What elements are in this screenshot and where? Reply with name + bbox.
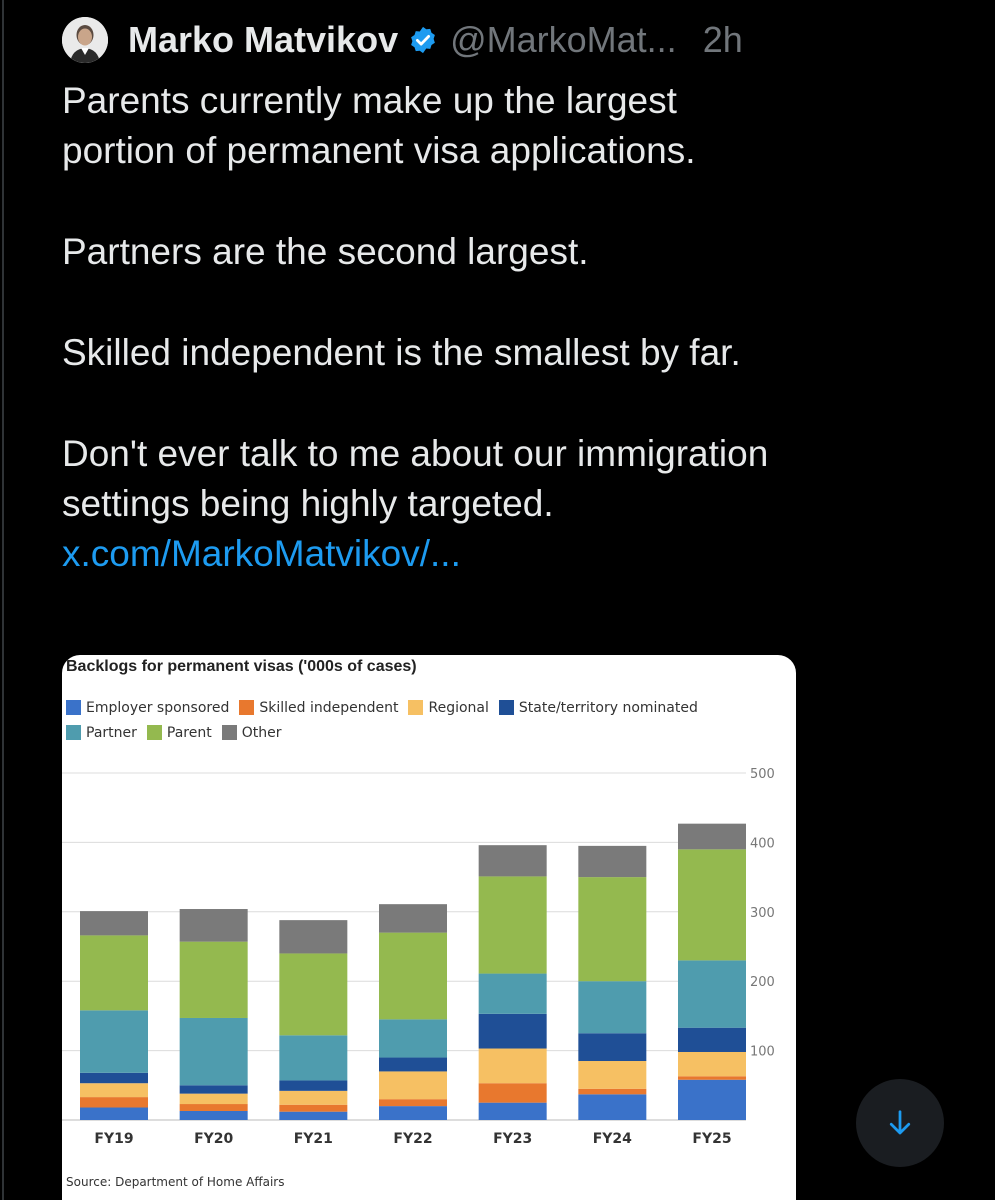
bar-segment [578,1061,646,1089]
post-time[interactable]: 2h [702,19,743,60]
bar-segment [678,960,746,1027]
arrow-down-icon [885,1108,915,1138]
scroll-down-button[interactable] [856,1079,944,1167]
y-tick-label: 300 [750,905,775,921]
legend-label: Employer sponsored [86,699,230,716]
bar-segment [578,1033,646,1061]
bar-segment [180,1085,248,1093]
post-paragraph: Skilled independent is the smallest by far. [62,332,741,373]
x-tick-label: FY22 [393,1131,433,1147]
y-tick-label: 400 [750,836,775,852]
bar-segment [180,1111,248,1120]
bar-segment [479,974,547,1014]
stacked-bar-chart [62,655,796,1175]
bar-segment [678,1080,746,1120]
bar-segment [279,1035,347,1080]
bar-segment [678,1028,746,1052]
bar-segment [80,1108,148,1120]
bar-segment [180,1104,248,1111]
bar-segment [578,846,646,877]
x-tick-label: FY25 [692,1131,732,1147]
bar-segment [479,1103,547,1120]
legend-label: Skilled independent [259,699,399,716]
verified-badge-icon [408,25,438,55]
bar-segment [479,845,547,876]
x-tick-label: FY23 [493,1131,533,1147]
bar-segment [578,1089,646,1095]
post-paragraph [62,429,792,579]
bar-segment [279,1091,347,1105]
post-link[interactable]: x.com/MarkoMatvikov/... [62,533,461,574]
bar-segment [379,1071,447,1099]
bar-segment [479,1049,547,1084]
bar-segment [279,1112,347,1120]
post-paragraph-text: Don't ever talk to me about our immigration settings being highly targeted. [62,433,769,524]
bar-segment [379,933,447,1020]
bar-segment [479,876,547,973]
bar-segment [80,1073,148,1083]
bar-segment [80,935,148,1010]
post-paragraph: Parents currently make up the largest portion of permanent visa applications. [62,80,696,171]
bar-segment [180,942,248,1018]
bar-segment [379,904,447,932]
bar-segment [279,1105,347,1112]
bar-segment [279,953,347,1035]
bar-segment [279,1080,347,1090]
bar-segment [678,849,746,960]
bar-segment [479,1014,547,1049]
y-tick-label: 500 [750,767,775,782]
chart-image-card[interactable] [62,655,796,1200]
post-body [62,76,792,579]
chart-source: Source: Department of Home Affairs [66,1175,285,1189]
avatar-image [62,17,108,63]
bar-segment [578,1094,646,1120]
bar-segment [180,1018,248,1085]
author-handle[interactable]: @MarkoMat... [450,19,677,60]
legend-label: Other [241,724,282,741]
bar-segment [379,1019,447,1057]
x-tick-label: FY24 [592,1131,632,1147]
bar-segment [678,824,746,850]
x-tick-label: FY19 [94,1131,134,1147]
post-paragraph: Partners are the second largest. [62,231,589,272]
bar-segment [80,911,148,935]
bar-segment [180,909,248,942]
bar-segment [379,1106,447,1120]
bar-segment [80,1097,148,1107]
y-tick-label: 200 [750,975,775,991]
legend-label: Partner [86,724,137,741]
bar-segment [279,920,347,953]
bar-segment [180,1094,248,1104]
x-tick-label: FY20 [194,1131,234,1147]
bar-segment [80,1010,148,1072]
bar-segment [678,1076,746,1079]
y-tick-label: 100 [750,1044,775,1060]
legend-label: Regional [428,699,489,716]
chart-title: Backlogs for permanent visas ('000s of cases) [66,658,417,675]
bar-segment [578,877,646,981]
legend-label: Parent [166,724,212,741]
bar-segment [379,1058,447,1072]
thread-line [2,0,4,1200]
author-name[interactable]: Marko Matvikov [128,19,399,60]
legend-label: State/territory nominated [518,699,698,716]
bar-segment [379,1099,447,1106]
bar-segment [578,981,646,1033]
bar-segment [479,1083,547,1102]
avatar[interactable] [62,17,108,63]
x-tick-label: FY21 [293,1131,333,1147]
bar-segment [678,1052,746,1076]
post-header [128,18,743,62]
bar-segment [80,1083,148,1097]
